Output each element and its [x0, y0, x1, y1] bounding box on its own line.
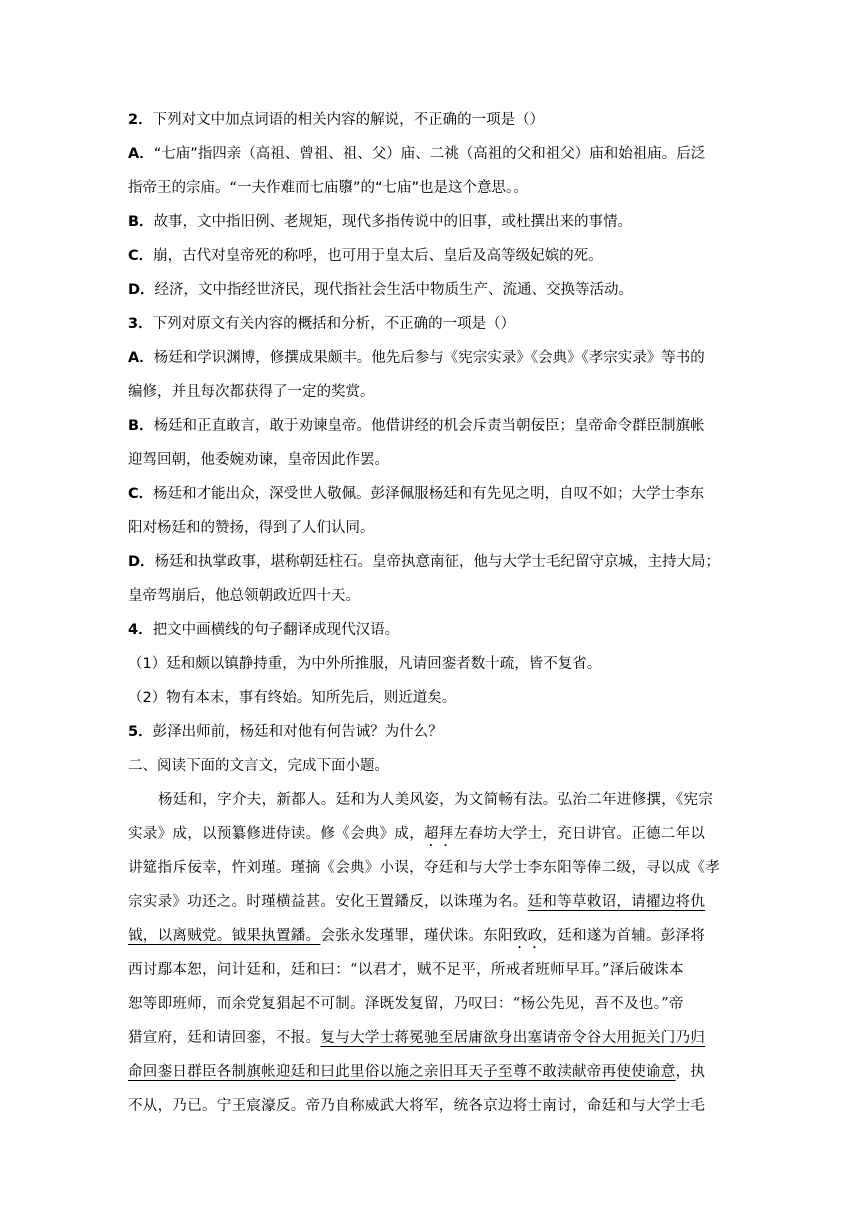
q4-sentence-1: （1）廷和颇以镇静持重，为中外所推服，凡请回銮者数十疏，皆不复省。 [128, 656, 602, 672]
q3-option-b-line1: B．杨廷和正直敢言，敢于劝谏皇帝。他借讲经的机会斥责当朝佞臣；皇帝命令群臣制旗帐 [128, 418, 705, 434]
passage-line-9: 命回銮日群臣各制旗帐迎廷和曰此里俗以施之亲旧耳天子至尊不敢渎献帝再使使谕意，执 [128, 1064, 706, 1080]
passage-line-4: 宗实录》功还之。时瑾横益甚。安化王置鐇反，以诛瑾为名。廷和等草敕诏，请擢边将仇 [128, 894, 706, 910]
q5-stem: 5．彭泽出师前，杨廷和对他有何告诫？为什么？ [128, 724, 443, 740]
passage-line-10: 不从，乃已。宁王宸濠反。帝乃自称威武大将军，统各京边将士南讨，命廷和与大学士毛 [128, 1098, 706, 1114]
underlined-sentence-1-cont: 钺，以离贼党。钺果执置鐇。 [128, 928, 321, 944]
q4-stem: 4．把文中画横线的句子翻译成现代汉语。 [128, 622, 400, 638]
q2-option-c: C．崩，古代对皇帝死的称呼，也可用于皇太后、皇后及高等级妃嫔的死。 [128, 248, 603, 264]
passage-line-2: 实录》成，以预纂修进侍读。修《会典》成，超拜左春坊大学士，充日讲官。正德二年以 [128, 826, 706, 842]
section-heading: 二、阅读下面的文言文，完成下面小题。 [128, 758, 389, 774]
q2-option-b: B．故事，文中指旧例、老规矩，现代多指传说中的旧事，或杜撰出来的事情。 [128, 214, 633, 230]
passage-line-5: 钺，以离贼党。钺果执置鐇。会张永发瑾罪，瑾伏诛。东阳致政，廷和遂为首辅。彭泽将 [128, 928, 706, 944]
q3-option-a-line1: A．杨廷和学识渊博，修撰成果颇丰。他先后参与《宪宗实录》《会典》《孝宗实录》等书的 [128, 350, 705, 366]
q3-option-b-line2: 迎驾回朝，他委婉劝谏，皇帝因此作罢。 [128, 452, 389, 468]
q3-option-a-line2: 编修，并且每次都获得了一定的奖赏。 [128, 384, 375, 400]
dotted-term-zhizheng: 致政 [512, 928, 543, 944]
q2-option-d: D．经济，文中指经世济民，现代指社会生活中物质生产、流通、交换等活动。 [128, 282, 634, 298]
q3-option-c-line2: 阳对杨廷和的赞扬，得到了人们认同。 [128, 520, 375, 536]
q2-option-a-line1: A．“七庙”指四亲（高祖、曾祖、祖、父）庙、二祧（高祖的父和祖父）庙和始祖庙。后泛 [128, 146, 706, 162]
passage-line-7: 恕等即班师，而余党复猖起不可制。泽既发复留，乃叹曰：“杨公先见，吾不及也。”帝 [128, 996, 684, 1012]
underlined-sentence-1: 廷和等草敕诏，请擢边将仇 [527, 894, 706, 910]
q3-option-d-line1: D．杨廷和执掌政事，堪称朝廷柱石。皇帝执意南征，他与大学士毛纪留守京城，主持大局； [128, 554, 721, 570]
passage-line-8: 猎宣府，廷和请回銮，不报。复与大学士蒋冕驰至居庸欲身出塞请帝令谷大用扼关门乃归 [128, 1030, 706, 1046]
passage-line-6: 西讨鄢本恕，问计廷和，廷和曰：“以君才，贼不足平，所戒者班师早耳。”泽后破诛本 [128, 962, 684, 978]
q2-option-a-line2: 指帝王的宗庙。“一夫作难而七庙隳”的“七庙”也是这个意思。。 [128, 180, 528, 196]
q3-option-d-line2: 皇帝驾崩后，他总领朝政近四十天。 [128, 588, 360, 604]
underlined-sentence-2-cont: 命回銮日群臣各制旗帐迎廷和曰此里俗以施之亲旧耳天子至尊不敢渎献帝再使使谕意 [128, 1064, 676, 1080]
q2-stem: 2．下列对文中加点词语的相关内容的解说，不正确的一项是（） [128, 112, 545, 128]
passage-line-1: 杨廷和，字介夫，新都人。廷和为人美风姿，为文简畅有法。弘治二年进修撰，《宪宗 [158, 792, 714, 808]
q3-option-c-line1: C．杨廷和才能出众，深受世人敬佩。彭泽佩服杨廷和有先见之明，自叹不如；大学士李东 [128, 486, 705, 502]
q4-sentence-2: （2）物有本末，事有终始。知所先后，则近道矣。 [128, 690, 457, 706]
q3-stem: 3．下列对原文有关内容的概括和分析，不正确的一项是（） [128, 316, 516, 332]
underlined-sentence-2: 复与大学士蒋冕驰至居庸欲身出塞请帝令谷大用扼关门乃归 [320, 1030, 706, 1046]
dotted-term-chaobai: 超拜 [424, 826, 454, 842]
passage-line-3: 讲筵指斥佞幸，忤刘瑾。瑾摘《会典》小误，夺廷和与大学士李东阳等俸二级，寻以成《孝 [128, 860, 720, 876]
